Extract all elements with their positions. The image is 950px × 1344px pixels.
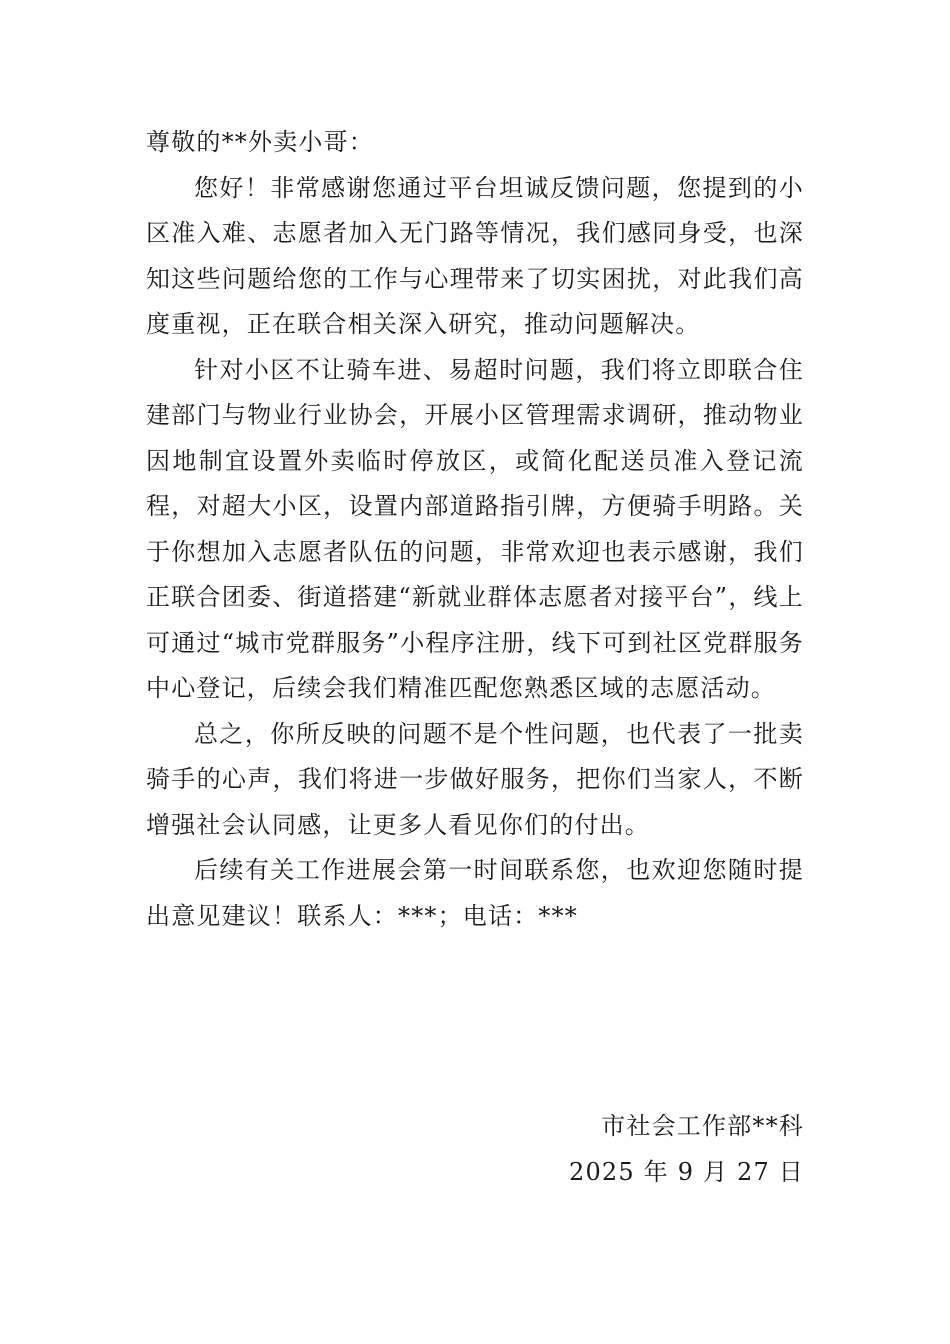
- paragraph-contact: 后续有关工作进展会第一时间联系您，也欢迎您随时提出意见建议！联系人：***；电话：***: [146, 856, 804, 930]
- paragraph-measures: 针对小区不让骑车进、易超时问题，我们将立即联合住建部门与物业行业协会，开展小区管理需求调研，推动物业因地制宜设置外卖临时停放区，或简化配送员准入登记流程，对超大小区，设置内部道路指引牌，方便骑手明路。关于你想加入志愿者队伍的问题，非常欢迎也表示感谢，我们正联合团委、街道搭建“新就业群体志愿者对接平台”，线上可通过“城市党群服务”小程序注册，线下可到社区党群服务中心登记，后续会我们精准匹配您熟悉区域的志愿活动。: [146, 355, 804, 702]
- signature-block: [569, 1103, 804, 1195]
- paragraph-thanks: 您好！非常感谢您通过平台坦诚反馈问题，您提到的小区准入难、志愿者加入无门路等情况，我们感同身受，也深知这些问题给您的工作与心理带来了切实困扰，对此我们高度重视，正在联合相关深入研究，推动问题解决。: [146, 173, 804, 338]
- signature-date: 2025 年 9 月 27 日: [568, 1158, 804, 1186]
- letter-body: [146, 120, 804, 939]
- paragraph-summary: 总之，你所反映的问题不是个性问题，也代表了一批卖骑手的心声，我们将进一步做好服务，把你们当家人，不断增强社会认同感，让更多人看见你们的付出。: [146, 719, 804, 839]
- letter-greeting: 尊敬的**外卖小哥：: [146, 128, 374, 156]
- signature-org: 市社会工作部**科: [601, 1112, 804, 1140]
